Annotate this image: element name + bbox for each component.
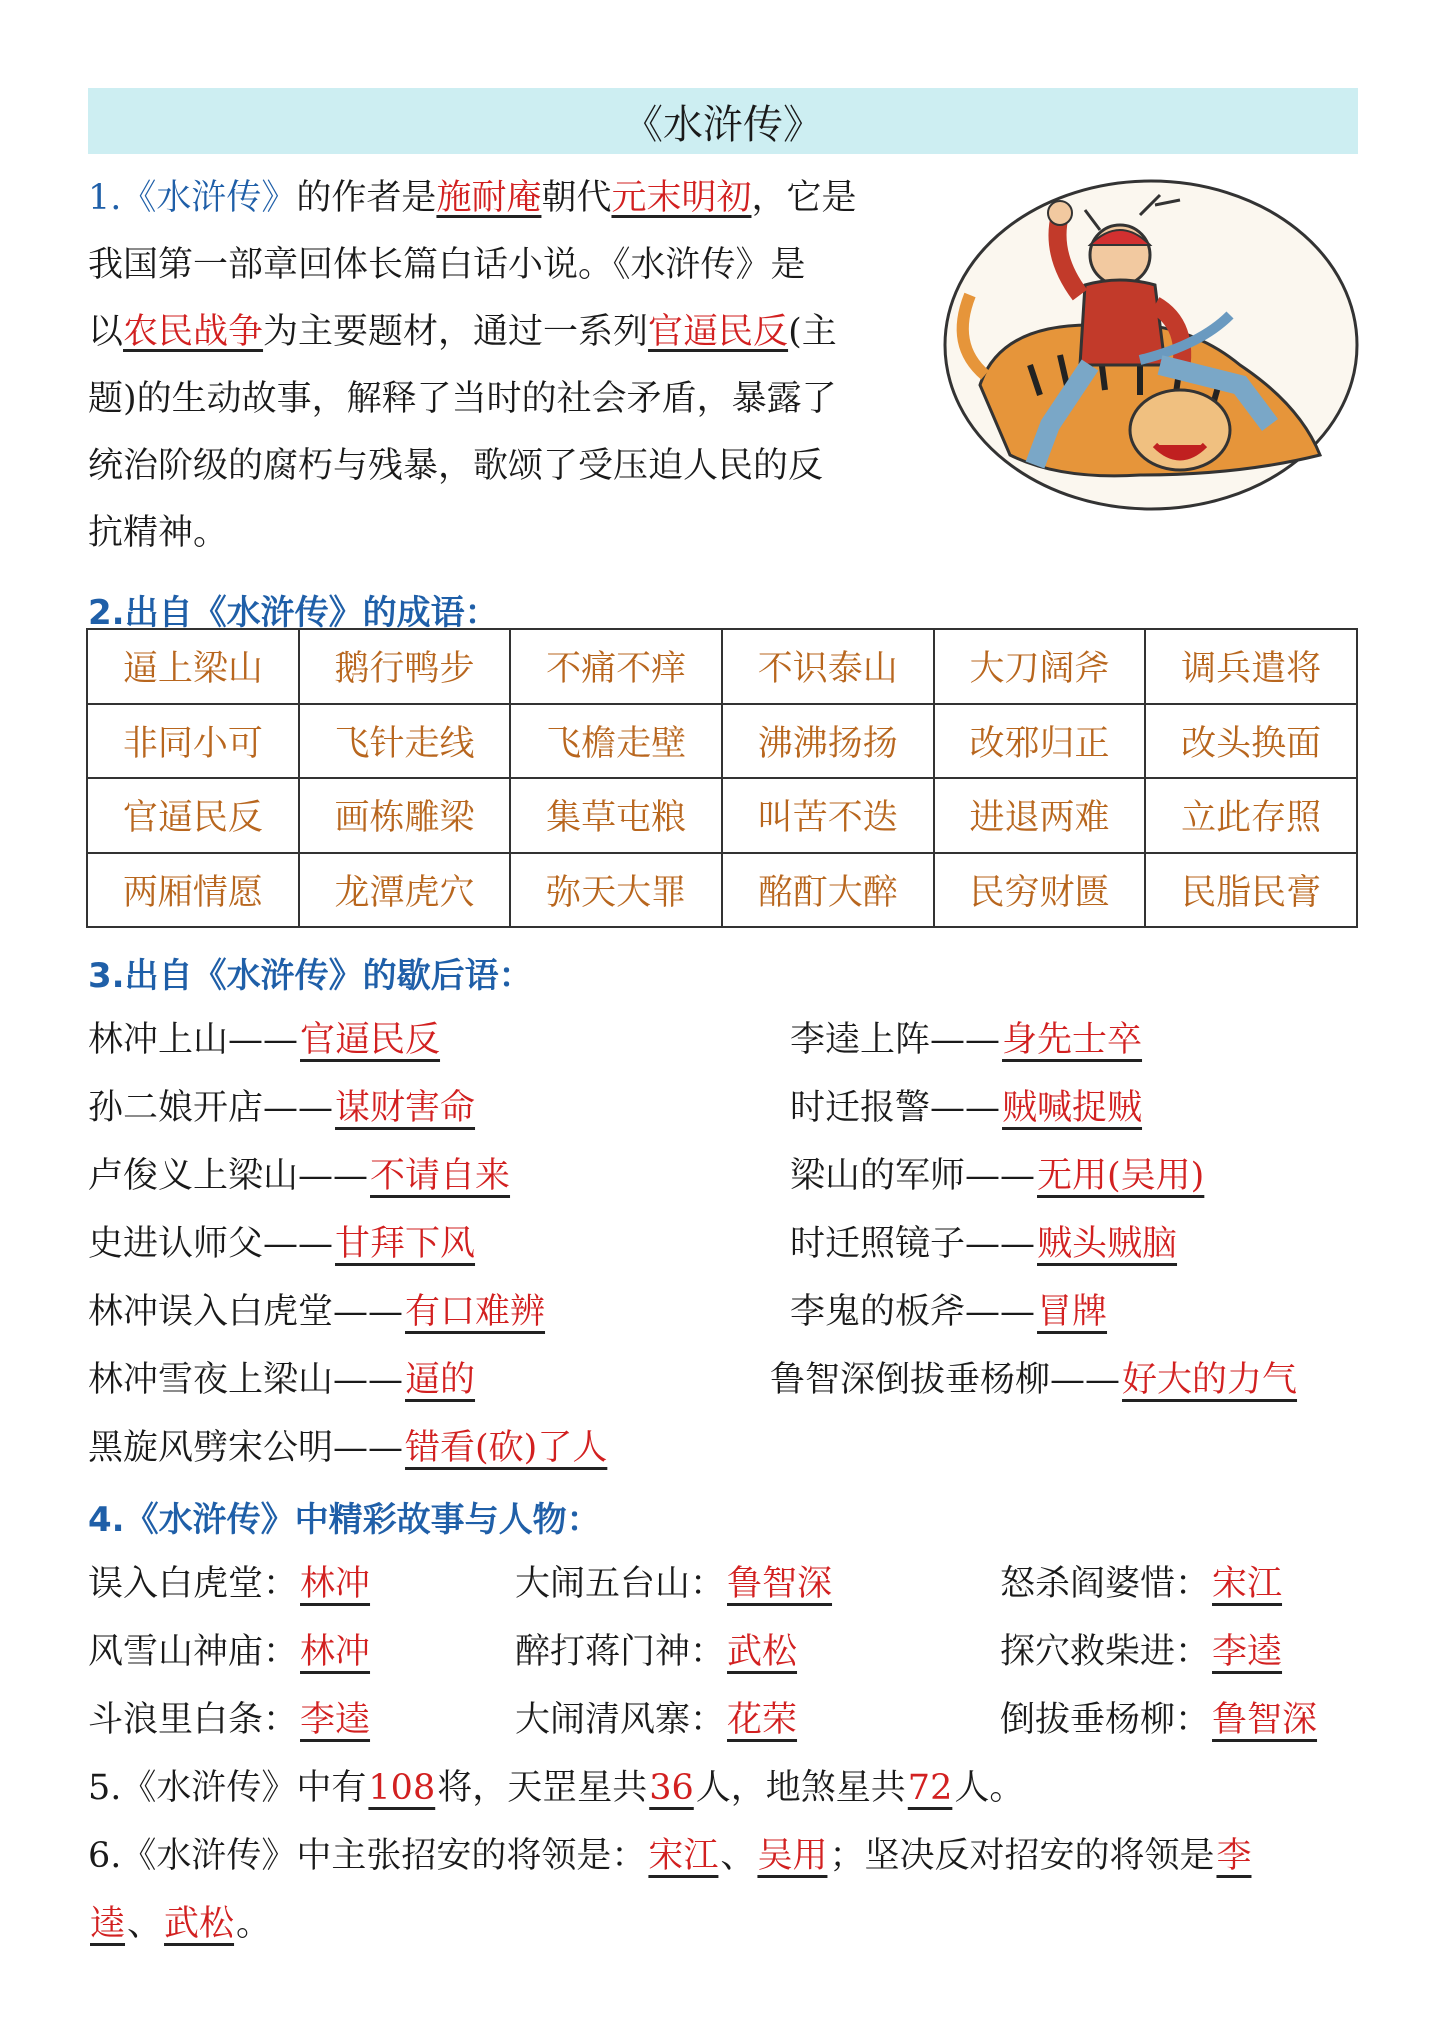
dynasty-answer: 元末明初 [611,178,752,218]
dash: —— [930,1088,1001,1128]
xiehouyu-question: 时迁报警 [790,1088,931,1128]
section1-paragraph [88,165,928,567]
xiehouyu-answer: 贼喊捉贼 [1002,1088,1143,1128]
section6-text: 。 [236,1904,272,1944]
idiom-cell: 飞檐走壁 [510,704,722,779]
story-title: 怒杀阎婆惜： [1000,1564,1211,1604]
xiehouyu-question: 梁山的军师 [790,1156,966,1196]
character-answer: 武松 [727,1632,798,1672]
theme-answer: 官逼民反 [648,312,789,352]
tiangang-count: 36 [649,1768,694,1808]
xiehouyu-item [790,1148,1206,1198]
story-title: 误入白虎堂： [88,1564,299,1604]
xiehouyu-answer: 有口难辨 [405,1292,546,1332]
idiom-cell: 酩酊大醉 [722,853,934,928]
page-title: 《水浒传》 [88,88,1358,154]
story-item [515,1692,799,1742]
section6-line2 [88,1896,271,1946]
section5-text: 将，天罡星共 [437,1768,648,1808]
idiom-cell: 鹅行鸭步 [299,629,511,704]
section2-heading: 2.出自《水浒传》的成语： [88,593,499,633]
section1-line1 [88,165,928,232]
xiehouyu-item [88,1080,477,1130]
section1-number: 1. [88,178,122,218]
section1-text: 朝代 [541,178,612,218]
xiehouyu-answer: 好大的力气 [1122,1360,1298,1400]
xiehouyu-question: 林冲雪夜上梁山 [88,1360,334,1400]
section1-text: 以 [88,312,124,352]
character-answer: 林冲 [300,1564,371,1604]
table-row [87,853,1357,928]
idiom-cell: 飞针走线 [299,704,511,779]
section6-line1 [88,1828,1253,1878]
idiom-cell: 非同小可 [87,704,299,779]
table-row [87,629,1357,704]
xiehouyu-item [88,1420,609,1470]
xiehouyu-item [790,1012,1144,1062]
character-answer: 李逵 [1212,1632,1283,1672]
dash: —— [228,1020,299,1060]
story-item [1000,1556,1284,1606]
generals-count: 108 [368,1768,436,1808]
story-item [1000,1624,1284,1674]
idiom-table [86,628,1358,928]
dash: —— [333,1292,404,1332]
section1-line5: 统治阶级的腐朽与残暴，歌颂了受压迫人民的反 [88,446,824,486]
pro-amnesty-general: 吴用 [757,1836,828,1876]
dash: —— [263,1224,334,1264]
xiehouyu-item [88,1012,442,1062]
character-answer: 鲁智深 [1212,1700,1318,1740]
xiehouyu-answer: 谋财害命 [335,1088,476,1128]
xiehouyu-question: 李逵上阵 [790,1020,931,1060]
xiehouyu-question: 李鬼的板斧 [790,1292,966,1332]
xiehouyu-item [88,1352,477,1402]
idiom-cell: 叫苦不迭 [722,778,934,853]
section5-text: 5.《水浒传》中有 [88,1768,367,1808]
section1-line4: 题)的生动故事，解释了当时的社会矛盾，暴露了 [88,379,837,419]
idiom-cell: 龙潭虎穴 [299,853,511,928]
section1-line2: 我国第一部章回体长篇白话小说。《水浒传》是 [88,245,806,285]
idiom-cell: 集草屯粮 [510,778,722,853]
anti-amnesty-general: 武松 [164,1904,235,1944]
xiehouyu-answer: 冒牌 [1037,1292,1108,1332]
idiom-cell: 改头换面 [1145,704,1357,779]
story-item [88,1624,372,1674]
idiom-cell: 民穷财匮 [934,853,1146,928]
idiom-cell: 官逼民反 [87,778,299,853]
xiehouyu-answer: 无用(吴用) [1037,1156,1205,1196]
story-title: 探穴救柴进： [1000,1632,1211,1672]
anti-amnesty-general: 李 [1216,1836,1252,1876]
xiehouyu-item [790,1216,1179,1266]
xiehouyu-question: 林冲上山 [88,1020,229,1060]
xiehouyu-item [790,1080,1144,1130]
xiehouyu-question: 卢俊义上梁山 [88,1156,299,1196]
idiom-cell: 逼上梁山 [87,629,299,704]
dash: —— [1050,1360,1121,1400]
dash: —— [263,1088,334,1128]
anti-amnesty-general: 逵 [90,1904,126,1944]
character-answer: 鲁智深 [727,1564,833,1604]
dash: —— [965,1292,1036,1332]
section5-text: 人。 [954,1768,1025,1808]
dash: —— [965,1224,1036,1264]
dash: —— [298,1156,369,1196]
character-answer: 宋江 [1212,1564,1283,1604]
story-title: 大闹五台山： [515,1564,726,1604]
section1-line6: 抗精神。 [88,513,229,553]
story-title: 醉打蒋门神： [515,1632,726,1672]
character-answer: 林冲 [300,1632,371,1672]
idiom-cell: 进退两难 [934,778,1146,853]
xiehouyu-question: 时迁照镜子 [790,1224,966,1264]
idiom-cell: 改邪归正 [934,704,1146,779]
idiom-cell: 立此存照 [1145,778,1357,853]
section4-heading: 4.《水浒传》中精彩故事与人物： [88,1500,601,1540]
idiom-cell: 民脂民膏 [1145,853,1357,928]
story-item [88,1692,372,1742]
xiehouyu-item [88,1216,477,1266]
section6-text: 6.《水浒传》中主张招安的将领是： [88,1836,647,1876]
section1-book: 《水浒传》 [121,178,297,218]
dash: —— [333,1360,404,1400]
xiehouyu-item [88,1148,512,1198]
story-title: 斗浪里白条： [88,1700,299,1740]
section5-text: 人，地煞星共 [695,1768,906,1808]
xiehouyu-answer: 不请自来 [370,1156,511,1196]
xiehouyu-question: 孙二娘开店 [88,1088,264,1128]
table-row [87,778,1357,853]
author-answer: 施耐庵 [436,178,542,218]
dash: —— [333,1428,404,1468]
xiehouyu-question: 史进认师父 [88,1224,264,1264]
xiehouyu-answer: 官逼民反 [300,1020,441,1060]
story-item [88,1556,372,1606]
xiehouyu-question: 鲁智深倒拔垂杨柳 [770,1360,1051,1400]
xiehouyu-question: 黑旋风劈宋公明 [88,1428,334,1468]
section3-heading: 3.出自《水浒传》的歇后语： [88,956,533,996]
section1-text: 的作者是 [296,178,437,218]
story-item [515,1624,799,1674]
character-answer: 李逵 [300,1700,371,1740]
section1-text: (主 [788,312,837,352]
xiehouyu-answer: 逼的 [405,1360,476,1400]
wu-song-tiger-illustration [940,175,1362,515]
dash: —— [965,1156,1036,1196]
xiehouyu-answer: 贼头贼脑 [1037,1224,1178,1264]
character-answer: 花荣 [727,1700,798,1740]
pro-amnesty-general: 宋江 [648,1836,719,1876]
xiehouyu-item [770,1352,1299,1402]
story-title: 风雪山神庙： [88,1632,299,1672]
xiehouyu-answer: 错看(砍)了人 [405,1428,608,1468]
idiom-cell: 画栋雕梁 [299,778,511,853]
section6-text: ；坚决反对招安的将领是 [829,1836,1215,1876]
idiom-cell: 两厢情愿 [87,853,299,928]
section5-line [88,1760,1024,1810]
table-row [87,704,1357,779]
xiehouyu-item [790,1284,1109,1334]
section1-text: 为主要题材，通过一系列 [263,312,649,352]
section1-line3 [88,299,928,366]
idiom-cell: 大刀阔斧 [934,629,1146,704]
idiom-cell: 不识泰山 [722,629,934,704]
dash: —— [930,1020,1001,1060]
xiehouyu-answer: 身先士卒 [1002,1020,1143,1060]
story-item [1000,1692,1319,1742]
separator: 、 [127,1904,163,1944]
story-item [515,1556,834,1606]
idiom-cell: 不痛不痒 [510,629,722,704]
disha-count: 72 [907,1768,953,1808]
idiom-cell: 调兵遣将 [1145,629,1357,704]
xiehouyu-item [88,1284,547,1334]
section1-text: ，它是 [751,178,857,218]
story-title: 大闹清风寨： [515,1700,726,1740]
separator: 、 [720,1836,756,1876]
idiom-cell: 沸沸扬扬 [722,704,934,779]
xiehouyu-question: 林冲误入白虎堂 [88,1292,334,1332]
material-answer: 农民战争 [123,312,264,352]
xiehouyu-answer: 甘拜下风 [335,1224,476,1264]
idiom-cell: 弥天大罪 [510,853,722,928]
story-title: 倒拔垂杨柳： [1000,1700,1211,1740]
